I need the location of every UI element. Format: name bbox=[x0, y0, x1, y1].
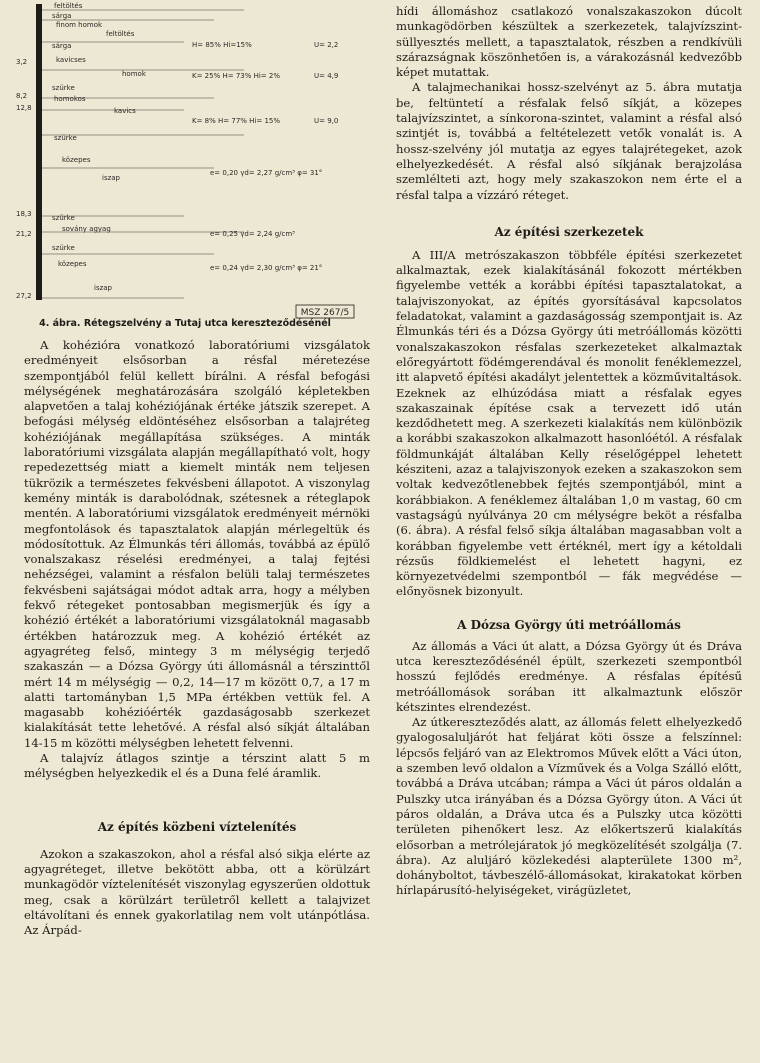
layer-parameters: K= 8% H= 77% Hi= 15% bbox=[192, 117, 281, 125]
layer-label: szürke bbox=[52, 84, 75, 92]
paragraph-structures: A III/A metrószakaszon többféle építési szerkezetet alkalmaztak, ezek kialakításánál fokozott mértékben figyelembe vették a korábbi építési tapasztalatokat, a talajviszonyokat, az építés gyorsításával kapcsolatos feladatokat, valamint a gazdaságosság szempontjait is. Az Élmunkás téri és a Dózsa György úti metróállomás közötti vonalszakaszokon résfalas szerkezeteket alkalmaztak előregyártott födémgerendával és monolit fenéklemezzel, itt alapvető építési akadályt jelentettek a közművitaltások. Ezeknek az elhúzódása miatt a résfalak egyes szakaszainak építése csak a tervezett idő után kezdődhetett meg. A szerkezeti kialakítás nem különbözik a korábbi szakaszokon alkalmazott hasonlóétól. A résfalak földmunkáját általában Kelly réselőgéppel lehetett késziteni, azaz a talajviszonyok ezeken a szakaszokon sem voltak kedvezőtlenebbek fejtés szempontjából, mint a korábbiakon. A fenéklemez általában 1,0 m vastag, 60 cm vastagságú nyúlványa 20 cm mélységre beköt a résfalba (6. ábra). A résfal felső síkja általában magasabban volt a korábban figyelembe vett értéknél, mert így a kétoldali rézsűs földkiemelést el lehetett hagyni, ez környezetvédelmi szempontból — fák megvédése — előnyösnek bizonyult. bbox=[396, 247, 742, 599]
layer-label: homokos bbox=[54, 95, 86, 103]
layer-label: közepes bbox=[58, 260, 87, 268]
layer-label: szürke bbox=[52, 214, 75, 222]
uniformity-coefficient: U= 2,2 bbox=[314, 41, 339, 49]
paragraph-underpass: Az útkereszteződés alatt, az állomás felett elhelyezkedő gyalogosaluljárót hat feljárat köti össze a felszínnel: lépcsős feljáró van az Elektromos Művek előtt a Váci úton, a szemben levő oldalon a Vízművek és a Volga Szálló előtt, továbbá a Dráva utcában; rámpa a Váci út páros oldalán a Pulszky utca irányában és a Dózsa György úton. A Váci út páros oldalán, a Dráva utca és a Pulszky utca közötti területen pihenőkert lesz. Az előkertszerű kialakítás elősorban a metrólejáratok jó megközelítését szolgálja (7. ábra). Az aluljáró közlekedési alapterülete 1300 m², dohányboltot, távbeszélő-állomásokat, kirakatokat körben hírlapárusító-helyiségeket, virágüzletet, bbox=[396, 715, 742, 898]
depth-label: 3,2 bbox=[16, 58, 28, 66]
layer-label: sárga bbox=[52, 12, 72, 20]
borehole-figure bbox=[14, 0, 364, 320]
paragraph-longitudinal-profile: A talajmechanikai hossz-szelvényt az 5. ábra mutatja be, feltüntetí a résfalak felső síkját, a közepes talajvízszintet, a sínkorona-szintet, valamint a résfal alsó szintjét is, továbbá a feltételezett vetők vonalát is. A hossz-szelvény jól mutatja az egyes talajrétegeket, azok elhelyezkedését. A résfal alsó síkjának berajzolása szemlélteti azt, hogy mely szakaszokon nem érte el a résfal talpa a vízzáró réteget. bbox=[396, 80, 742, 202]
depth-label: 8,2 bbox=[16, 92, 28, 100]
layer-label: finom homok bbox=[56, 21, 103, 29]
borehole-log-svg bbox=[14, 0, 364, 320]
paragraph-station-intro: Az állomás a Váci út alatt, a Dózsa György út és Dráva utca kereszteződésénél épült, szerkezeti szempontból hosszú fejlődés eredménye. A résfalas építésű metróállomások sorában itt alkalmaztunk először kétszintes elrendezést. bbox=[396, 638, 742, 714]
depth-label: 18,3 bbox=[16, 210, 32, 218]
uniformity-coefficient: U= 9,0 bbox=[314, 117, 339, 125]
layer-label: kavicses bbox=[56, 56, 86, 64]
paragraph-dewatering: Azokon a szakaszokon, ahol a résfal alsó sikja elérte az agyagréteget, illetve bekötött abba, ott a körülzárt munkagödör víztelenítését viszonylag egyszerűen oldottuk meg, csak a körülzárt területről kellett a talajvizet eltávolítani és ennek gyakorlatilag nem volt utánpótlása. Az Árpád- bbox=[24, 846, 370, 938]
depth-label: 12,8 bbox=[16, 104, 32, 112]
layer-label: szürke bbox=[54, 134, 77, 142]
borehole-column bbox=[36, 4, 42, 300]
layer-label: iszap bbox=[102, 174, 120, 182]
layer-label: iszap bbox=[94, 284, 112, 292]
layer-parameters: H= 85% Hi=15% bbox=[192, 41, 252, 49]
paragraph-cohesion: A kohézióra vonatkozó laboratóriumi vizsgálatok eredményeit elsősorban a résfal méretezése szempontjából felül kellett bírálni. A résfal befogási mélységének meghatározására szolgáló képletekben alapvetően a talaj kohéziójának értéke játszik szerepet. A befogási mélység eldöntéséhez elsősorban a talajréteg kohéziójának megállapítása szükséges. A minták laboratóriumi vizsgálata alapján megállapítható volt, hogy repedezettség miatt a kiemelt minták nem teljesen tükrözik a természetes fekvésbeni állapotot. A viszonylag kemény minták is darabolódnak, szétesnek a réteglapok mentén. A laboratóriumi vizsgálatok eredményeit mérnöki megfontolások és tapasztalatok alapján mérlegeltük és módosítottuk. Az Élmunkás téri állomás, továbbá az épülő vonalszakasz réselési eredményei, a talaj fejtési nehézségei, valamint a résfalon belüli talaj természetes fekvésbeni sajátságai módot adtak arra, hogy a mélyben fekvő rétegeket pontosabban megismerjük és így a kohézió értékét a laboratóriumi vizsgálatoknál magasabb értékben határozzuk meg. A kohézió értékét az agyagréteg felső, mintegy 3 m mélységig terjedő szakaszán — a Dózsa György úti állomásnál a térszinttől mért 14 m mélységig — 0,2, 14—17 m között 0,7, a 17 m alatti tartományban 1,5 MPa értékben vettük fel. A magasabb kohézióérték gazdaságosabb szerkezet kialakítását tette lehetővé. A résfal alsó síkját általában 14-15 m közötti mélységben lehetett felvenni. bbox=[24, 338, 370, 750]
layer-label: sárga bbox=[52, 42, 72, 50]
left-column bbox=[24, 338, 370, 938]
layer-label: közepes bbox=[62, 156, 91, 164]
layer-label: homok bbox=[122, 70, 146, 78]
layer-label: sovány agyag bbox=[62, 225, 111, 233]
layer-parameters: e= 0,24 γd= 2,30 g/cm³ φ= 21° bbox=[210, 264, 323, 272]
depth-label: 27,2 bbox=[16, 292, 32, 300]
heading-structures: Az építési szerkezetek bbox=[494, 224, 644, 239]
heading-dozsa-gyorgy-station: A Dózsa György úti metróállomás bbox=[457, 617, 681, 632]
layer-parameters: e= 0,25 γd= 2,24 g/cm³ bbox=[210, 230, 295, 238]
right-column bbox=[396, 4, 742, 899]
layer-label: szürke bbox=[52, 244, 75, 252]
paragraph-groundwater: A talajvíz átlagos szintje a térszint alatt 5 m mélységben helyezkedik el és a Duna felé áramlik. bbox=[24, 751, 370, 781]
depth-label: 21,2 bbox=[16, 230, 32, 238]
layer-parameters: K= 25% H= 73% Hi= 2% bbox=[192, 72, 281, 80]
layer-label: feltöltés bbox=[106, 30, 135, 38]
layer-label: feltöltés bbox=[54, 2, 83, 10]
stamp-label: MSZ 267/5 bbox=[300, 308, 350, 318]
uniformity-coefficient: U= 4,9 bbox=[314, 72, 339, 80]
heading-dewatering: Az építés közbeni víztelenítés bbox=[97, 819, 297, 834]
layer-label: kavics bbox=[114, 107, 136, 115]
figure-caption: 4. ábra. Rétegszelvény a Tutaj utca kereszteződésénél bbox=[39, 318, 331, 329]
paragraph-continuation: hídi állomáshoz csatlakozó vonalszakaszokon dúcolt munkagödörben készültek a szerkezetek, talajvízszint-süllyesztés mellett, a tapasztalatok, részben a rendkívüli szárazságnak köszönhetően is, a várakozásnál kedvezőbb képet mutattak. bbox=[396, 4, 742, 80]
layer-parameters: e= 0,20 γd= 2,27 g/cm³ φ= 31° bbox=[210, 169, 323, 177]
